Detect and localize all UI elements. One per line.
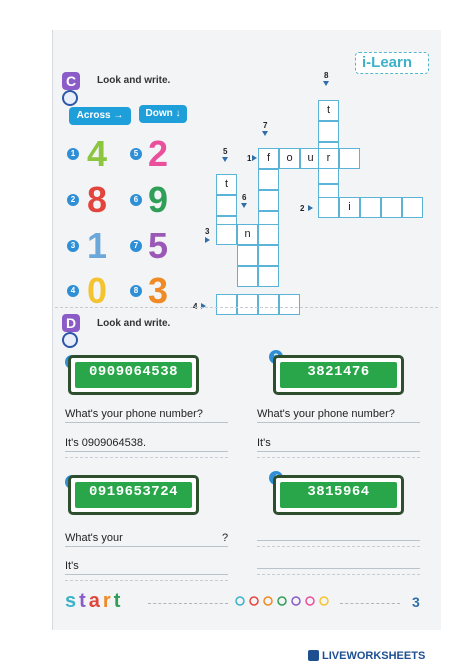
question-text: What's your phone number? [257,408,395,420]
number-digit: 5 [148,225,169,266]
phone-display [68,475,199,515]
section-d-instruction: Look and write. [97,318,171,329]
arrow-right-icon [308,205,313,211]
write-line [65,580,228,581]
write-line [257,540,420,541]
crossword-cell[interactable]: n [237,224,258,245]
crossword-cell[interactable] [216,195,237,216]
crossword-cell[interactable] [237,266,258,287]
crossword-cell[interactable] [258,245,279,266]
section-divider [55,307,438,308]
write-line [65,451,228,452]
arrow-down-icon [323,81,329,86]
crossword-cell[interactable] [216,294,237,315]
question-text: What's your phone number? [65,408,203,420]
crossword-clue-number: 5 [223,147,228,156]
number-digit: 0 [87,270,108,311]
number-index: 1 [67,148,79,160]
crossword-cell[interactable] [318,197,339,218]
arrow-right-icon [201,303,206,309]
phone-display [273,355,404,395]
crossword-clue-number: 1 [247,154,252,163]
page-number: 3 [412,594,420,610]
section-c-badge: C [62,72,80,90]
number-digit: 2 [148,133,169,174]
answer-text[interactable]: It's [65,560,79,572]
crossword-cell[interactable] [360,197,381,218]
phone-number: 3815964 [280,482,397,508]
answer-text[interactable]: It's [257,437,271,449]
arrow-down-icon [241,203,247,208]
write-line [257,568,420,569]
crossword-cell[interactable]: o [279,148,300,169]
number-index: 2 [67,194,79,206]
number-index: 6 [130,194,142,206]
crossword-cell[interactable] [402,197,423,218]
start-letter: t [113,590,124,612]
answer-text[interactable]: It's 0909064538. [65,437,147,449]
question-end: ? [222,532,229,544]
crossword-cell[interactable]: i [339,197,360,218]
crossword-clue-number: 6 [242,193,247,202]
liveworksheets-logo-icon [308,650,319,661]
number-digit: 3 [148,270,169,311]
crossword-cell[interactable] [279,294,300,315]
start-letter: s [65,590,80,612]
section-c-instruction: Look and write. [97,75,171,86]
crossword-cell[interactable] [339,148,360,169]
phone-display [273,475,404,515]
crossword-cell[interactable] [258,190,279,211]
footer-dashed-line [340,603,400,604]
crossword-cell[interactable] [216,224,237,245]
crossword-cell[interactable]: f [258,148,279,169]
arrow-right-icon [205,237,210,243]
crossword-clue-number: 4 [193,302,198,311]
number-digit: 1 [87,225,108,266]
number-digit: 8 [87,179,108,220]
crossword-cell[interactable] [237,245,258,266]
start-logo [65,590,123,613]
crossword-cell[interactable] [318,121,339,142]
start-letter: t [79,590,89,612]
crossword-cell[interactable] [258,224,279,245]
phone-display [68,355,199,395]
crossword-clue-number: 7 [263,121,268,130]
crossword-clue-number: 8 [324,71,329,80]
watermark-text: LIVEWORKSHEETS [322,650,426,662]
write-line [257,574,420,575]
number-index: 4 [67,285,79,297]
audio-dot-icon[interactable] [62,332,78,348]
number-index: 8 [130,285,142,297]
arrow-down-icon [222,157,228,162]
across-label: Across → [69,107,131,125]
phone-number: 3821476 [280,362,397,388]
crossword-cell[interactable]: r [318,148,339,169]
number-index: 5 [130,148,142,160]
question-text: What's your [65,532,123,544]
crossword-cell[interactable] [237,294,258,315]
crossword-clue-number: 2 [300,204,305,213]
phone-number: 0909064538 [75,362,192,388]
arrow-right-icon [252,155,257,161]
crossword-clue-number: 3 [205,227,210,236]
arrow-down-icon [262,131,268,136]
number-index: 7 [130,240,142,252]
write-line [257,457,420,458]
crossword-cell[interactable] [258,169,279,190]
crossword-cell[interactable] [258,294,279,315]
start-letter: r [102,590,114,612]
crossword-cell[interactable]: u [300,148,321,169]
number-index: 3 [67,240,79,252]
crossword-cell[interactable]: t [318,100,339,121]
write-line [65,457,228,458]
write-line [65,422,228,423]
number-digit: 4 [87,133,108,174]
decorative-icons [232,594,332,608]
down-label: Down ↓ [139,105,187,123]
section-d-badge: D [62,314,80,332]
crossword-cell[interactable] [381,197,402,218]
write-line [257,422,420,423]
number-digit: 9 [148,179,169,220]
footer-dashed-line [148,603,228,604]
write-line [65,574,228,575]
write-line [65,546,228,547]
audio-dot-icon[interactable] [62,90,78,106]
crossword-cell[interactable]: t [216,174,237,195]
write-line [257,546,420,547]
phone-number: 0919653724 [75,482,192,508]
brand-logo: i-Learn [362,54,413,71]
crossword-cell[interactable] [258,266,279,287]
start-letter: a [88,590,103,612]
write-line [257,451,420,452]
